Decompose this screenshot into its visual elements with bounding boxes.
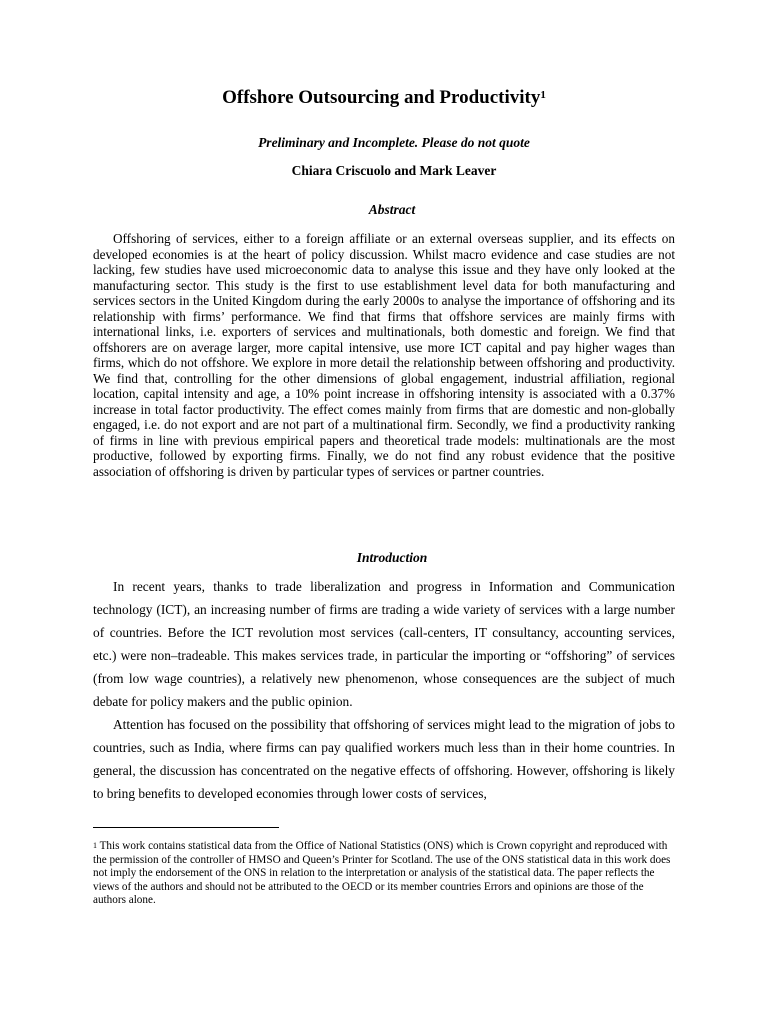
paper-title: [0, 86, 768, 110]
introduction-body: [93, 575, 675, 805]
footnote: [93, 840, 675, 908]
introduction-heading: Introduction: [356, 550, 428, 565]
abstract-text: Offshoring of services, either to a foreign affiliate or an external overseas supplier, and its effects on developed economies is at the heart of policy discussion. Whilst macro evidence and case studies are not lacking, few studies have used microeconomic data to analyse this issue and they have only looked at the manufacturing sector. This study is the first to use establishment level data for both manufacturing and services sectors in the United Kingdom during the early 2000s to analyse the importance of offshoring and its relationship with firms’ performance. We find that firms that offshore services are mainly firms with international links, i.e. exporters of services and multinationals, both domestic and foreign. We find that offshorers are on average larger, more capital intensive, use more ICT capital and pay higher wages than firms, which do not offshore. We explore in more detail the relationship between offshoring and productivity. We find that, controlling for the other dimensions of global engagement, industrial affiliation, regional location, capital intensity and age, a 10% point increase in offshoring intensity is associated with a 0.37% increase in total factor productivity. The effect comes mainly from firms that are domestic and non-globally engaged, i.e. do not export and are not part of a multinational firm. Secondly, we find a productivity ranking of firms in line with previous empirical papers and theoretical trade models: multinationals are the most productive, followed by exporting firms. Finally, we do not find any robust evidence that the positive association of offshoring is driven by particular types of services or partner countries.: [93, 231, 675, 479]
footnote-mark: 1: [93, 841, 97, 850]
abstract-heading: Abstract: [368, 202, 416, 217]
footnote-divider: [93, 827, 279, 828]
introduction-paragraph: Attention has focused on the possibility that offshoring of services might lead to the migration of jobs to countries, such as India, where firms can pay qualified workers much less than in their home countries. In general, the discussion has concentrated on the negative effects of offshoring. However, offshoring is likely to bring benefits to developed economies through lower costs of services,: [93, 717, 675, 801]
footnote-text: This work contains statistical data from the Office of National Statistics (ONS) which is Crown copyright and reproduced with the permission of the controller of HMSO and Queen’s Printer for Scotland. The use of the ONS statistical data in this work does not imply the endorsement of the ONS in relation to the interpretation or analysis of the statistical data. The paper reflects the views of the authors and should not be attributed to the OECD or its member countries Errors and opinions are those of the authors alone.: [93, 840, 671, 906]
title-footnote-mark: 1: [540, 89, 546, 101]
paper-subtitle: Preliminary and Incomplete. Please do not quote: [258, 135, 530, 150]
introduction-paragraph: In recent years, thanks to trade liberalization and progress in Information and Communication technology (ICT), an increasing number of firms are trading a wide variety of services with a large number of countries. Before the ICT revolution most services (call-centers, IT consultancy, accounting services, etc.) were non–tradeable. This makes services trade, in particular the importing or “offshoring” of services (from low wage countries), a relatively new phenomenon, whose consequences are the subject of much debate for policy makers and the public opinion.: [93, 579, 675, 709]
paper-authors: Chiara Criscuolo and Mark Leaver: [291, 163, 497, 178]
paper-title-text: Offshore Outsourcing and Productivity: [222, 87, 541, 108]
